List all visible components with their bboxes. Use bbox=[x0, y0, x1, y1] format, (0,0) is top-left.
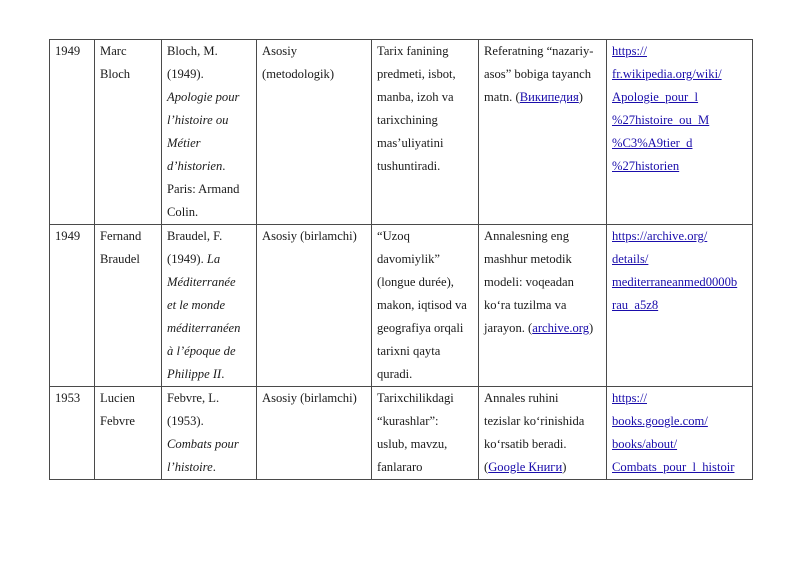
wikipedia-link[interactable]: Википедия bbox=[519, 90, 579, 104]
source-url-link[interactable]: https:// fr.wikipedia.org/wiki/ Apologie_pour_l %27histoire_ou_M %C3%A9tier_d %27historien bbox=[612, 44, 722, 173]
author-cell: Fernand Braudel bbox=[95, 225, 162, 387]
significance-cell: Tarixchilikdagi “kurashlar”: uslub, mavzu, fanlararo bbox=[372, 387, 479, 480]
type-cell: Asosiy (metodologik) bbox=[257, 40, 372, 225]
note-cell: Annales ruhini tezislar ko‘rinishida ko‘rsatib beradi. (Google Книги) bbox=[479, 387, 607, 480]
reference-cell: Bloch, M. (1949). Apologie pour l’histoire ou Métier d’historien. Paris: Armand Colin. bbox=[162, 40, 257, 225]
year-cell: 1949 bbox=[50, 40, 95, 225]
author-cell: Lucien Febvre bbox=[95, 387, 162, 480]
year-cell: 1949 bbox=[50, 225, 95, 387]
url-cell bbox=[607, 225, 753, 387]
table-row bbox=[50, 387, 753, 480]
type-cell: Asosiy (birlamchi) bbox=[257, 387, 372, 480]
table-row bbox=[50, 225, 753, 387]
year-cell: 1953 bbox=[50, 387, 95, 480]
url-cell bbox=[607, 387, 753, 480]
source-url-link[interactable]: https:// books.google.com/ books/about/ Combats_pour_l_histoir bbox=[612, 391, 735, 474]
sources-table bbox=[49, 39, 753, 480]
type-cell: Asosiy (birlamchi) bbox=[257, 225, 372, 387]
archive-org-link[interactable]: archive.org bbox=[532, 321, 590, 335]
note-cell: Annalesning eng mashhur metodik modeli: voqeadan ko‘ra tuzilma va jarayon. (archive.org) bbox=[479, 225, 607, 387]
significance-cell: “Uzoq davomiylik” (longue durée), makon, iqtisod va geografiya orqali tarixni qayta quradi. bbox=[372, 225, 479, 387]
source-url-link[interactable]: https://archive.org/ details/ mediterraneanmed0000b rau_a5z8 bbox=[612, 229, 738, 312]
author-cell: Marc Bloch bbox=[95, 40, 162, 225]
url-cell bbox=[607, 40, 753, 225]
reference-cell: Febvre, L. (1953). Combats pour l’histoire. bbox=[162, 387, 257, 480]
note-cell: Referatning “nazariy- asos” bobiga tayanch matn. (Википедия) bbox=[479, 40, 607, 225]
google-books-link[interactable]: Google Книги bbox=[488, 460, 563, 474]
reference-cell: Braudel, F. (1949). La Méditerranée et le monde méditerranéen à l’époque de Philippe II. bbox=[162, 225, 257, 387]
significance-cell: Tarix fanining predmeti, isbot, manba, izoh va tarixchining mas’uliyatini tushuntiradi. bbox=[372, 40, 479, 225]
table-row bbox=[50, 40, 753, 225]
